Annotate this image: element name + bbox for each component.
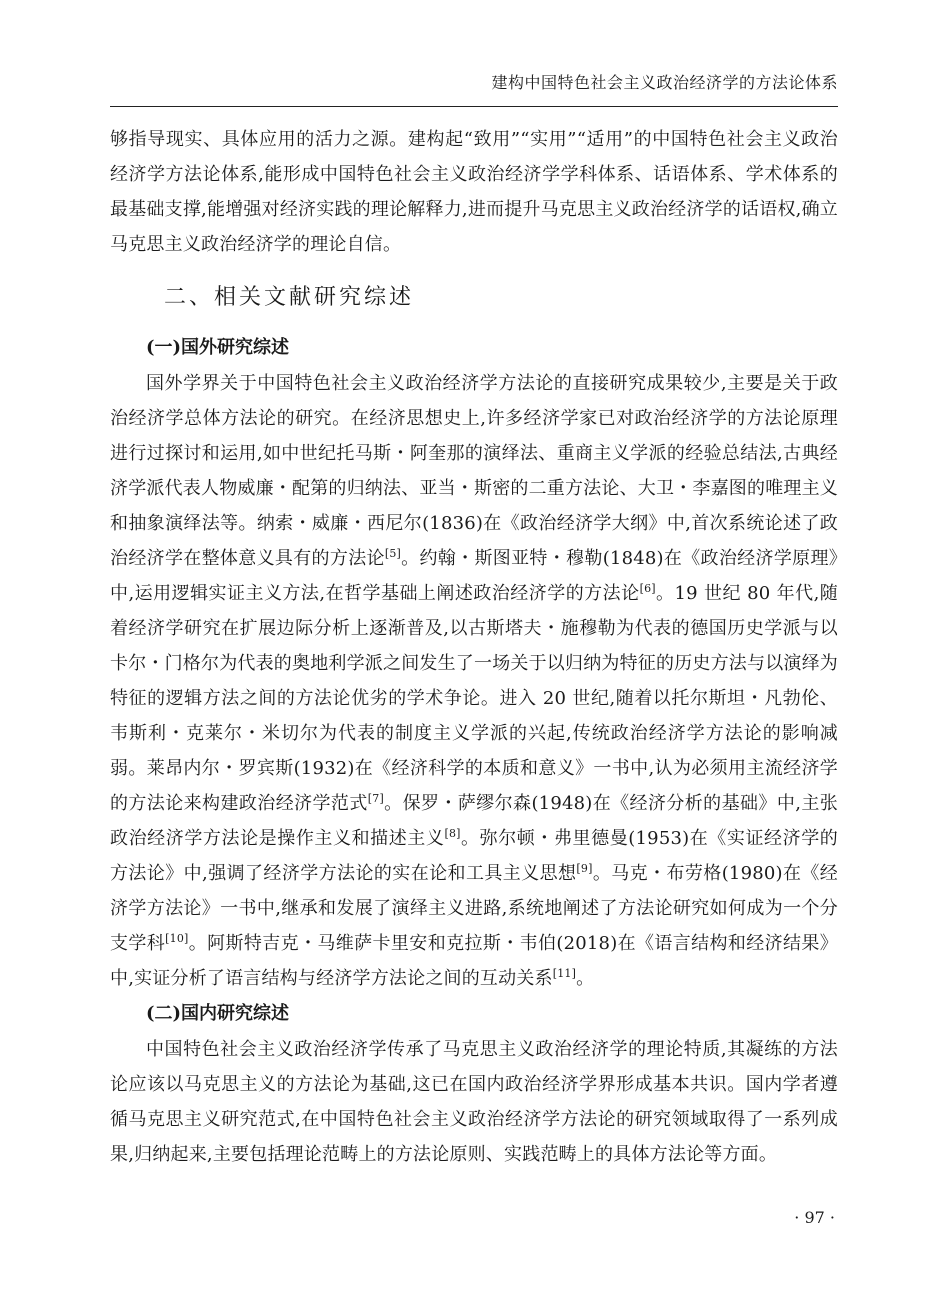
page-body xyxy=(110,122,838,1172)
citation-ref: [9] xyxy=(576,862,593,875)
text-segment: 。阿斯特吉克・马维萨卡里安和克拉斯・韦伯(2018)在《语言结构和经济结果》中,实证分析了语言结构与经济学方法论之间的互动关系 xyxy=(110,933,838,989)
citation-ref: [6] xyxy=(639,582,656,595)
text-segment: 。弥尔顿・弗里德曼(1953)在《实证经济学的方法论》中,强调了经济学方法论的实在论和工具主义思想 xyxy=(110,828,838,884)
text-segment: 。保罗・萨缪尔森(1948)在《经济分析的基础》中,主张政治经济学方法论是操作主义和描述主义 xyxy=(110,793,838,849)
citation-ref: [11] xyxy=(552,967,577,980)
citation-ref: [7] xyxy=(367,792,384,805)
paragraph-domestic-research: 中国特色社会主义政治经济学传承了马克思主义政治经济学的理论特质,其凝练的方法论应该以马克思主义的方法论为基础,这已在国内政治经济学界形成基本共识。国内学者遵循马克思主义研究范式,在中国特色社会主义政治经济学方法论的研究领域取得了一系列成果,归纳起来,主要包括理论范畴上的方法论原则、实践范畴上的具体方法论等方面。 xyxy=(110,1039,838,1165)
text-segment: 。约翰・斯图亚特・穆勒(1848)在《政治经济学原理》中,运用逻辑实证主义方法,在哲学基础上阐述政治经济学的方法论 xyxy=(110,548,838,604)
paragraph-foreign-research xyxy=(110,366,838,996)
running-header xyxy=(110,60,838,107)
citation-ref: [8] xyxy=(444,827,461,840)
text-segment: 。19 世纪 80 年代,随着经济学研究在扩展边际分析上逐渐普及,以古斯塔夫・施穆勒为代表的德国历史学派与以卡尔・门格尔为代表的奥地利学派之间发生了一场关于以归纳为特征的历史方法与以演绎为特征的逻辑方法之间的方法论优劣的学术争论。进入 20 世纪,随着以托尔斯坦・凡勃伦、韦斯利・克莱尔・米切尔为代表的制度主义学派的兴起,传统政治经济学方法论的影响减弱。莱昂内尔・罗宾斯(1932)在《经济科学的本质和意义》一书中,认为必须用主流经济学的方法论来构建政治经济学范式 xyxy=(110,583,838,814)
section-heading-literature-review: 二、相关文献研究综述 xyxy=(164,285,415,310)
page-number: · 97 · xyxy=(794,1208,835,1227)
text-segment: 。 xyxy=(576,968,595,989)
text-segment: 。马克・布劳格(1980)在《经济学方法论》一书中,继承和发展了演绎主义进路,系统地阐述了方法论研究如何成为一个分支学科 xyxy=(110,863,838,954)
citation-ref: [5] xyxy=(384,547,402,560)
running-title: 建构中国特色社会主义政治经济学的方法论体系 xyxy=(491,73,838,92)
citation-ref: [10] xyxy=(165,932,189,945)
subsection-heading-domestic: (二)国内研究综述 xyxy=(146,1003,290,1024)
subsection-heading-foreign: (一)国外研究综述 xyxy=(146,337,290,358)
paragraph-continuation: 够指导现实、具体应用的活力之源。建构起“致用”“实用”“适用”的中国特色社会主义政治经济学方法论体系,能形成中国特色社会主义政治经济学学科体系、话语体系、学术体系的最基础支撑,能增强对经济实践的理论解释力,进而提升马克思主义政治经济学的话语权,确立马克思主义政治经济学的理论自信。 xyxy=(110,129,838,255)
text-segment: 国外学界关于中国特色社会主义政治经济学方法论的直接研究成果较少,主要是关于政治经济学总体方法论的研究。在经济思想史上,许多经济学家已对政治经济学的方法论原理进行过探讨和运用,如中世纪托马斯・阿奎那的演绎法、重商主义学派的经验总结法,古典经济学派代表人物威廉・配第的归纳法、亚当・斯密的二重方法论、大卫・李嘉图的唯理主义和抽象演绎法等。纳索・威廉・西尼尔(1836)在《政治经济学大纲》中,首次系统论述了政治经济学在整体意义具有的方法论 xyxy=(110,373,838,569)
